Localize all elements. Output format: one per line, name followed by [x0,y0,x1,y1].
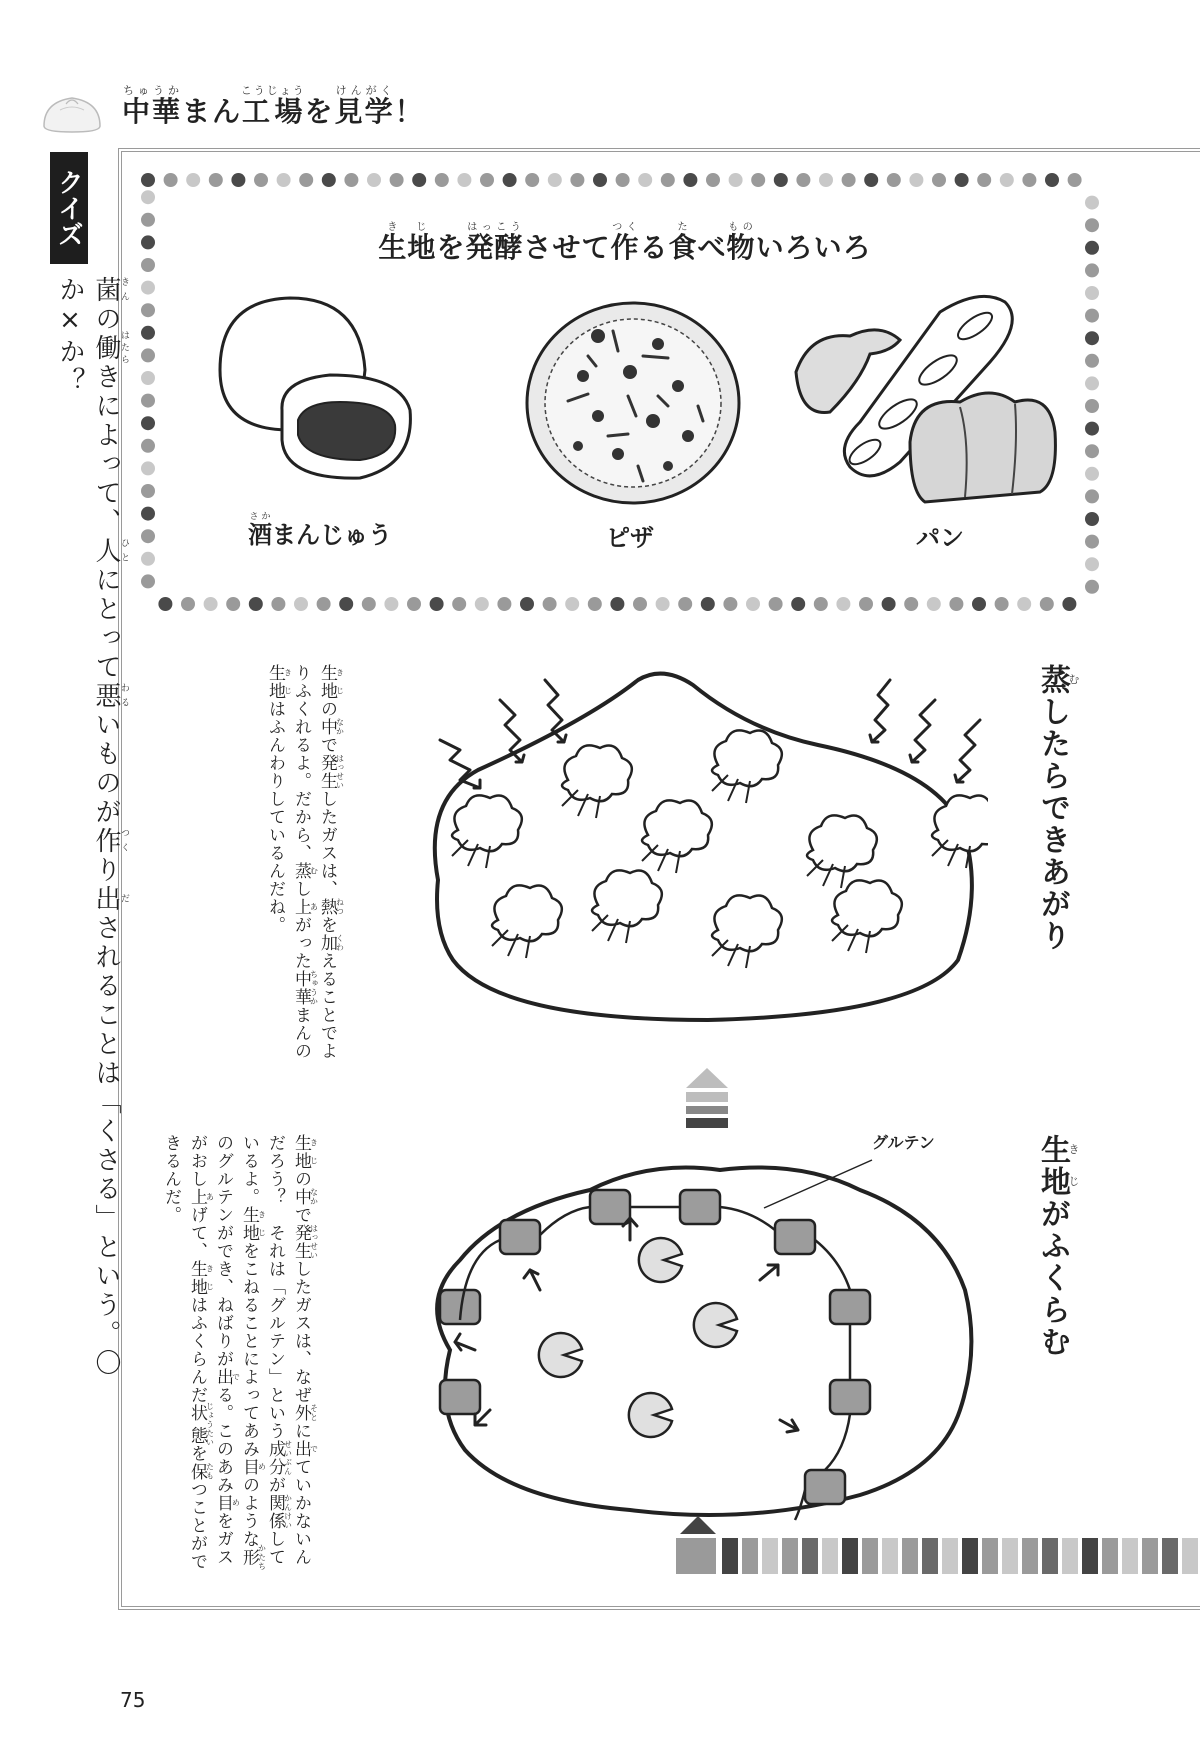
border-dot [1085,467,1099,481]
border-dot [271,597,285,611]
border-dot [497,597,511,611]
border-dot [1022,173,1036,187]
border-dot [588,597,602,611]
border-dot [1062,597,1076,611]
border-dot [181,597,195,611]
border-dot [909,173,923,187]
border-dot [746,597,760,611]
border-dot [864,173,878,187]
border-dot [141,416,155,430]
progress-cell [1062,1538,1078,1574]
progress-cell [1102,1538,1118,1574]
border-dot [158,597,172,611]
border-dot [927,597,941,611]
progress-cell [782,1538,798,1574]
progress-cell [1162,1538,1178,1574]
border-dot [1045,173,1059,187]
border-dot [1085,376,1099,390]
border-dot [141,326,155,340]
border-dot [141,173,155,187]
border-dot [1068,173,1082,187]
border-dot [226,597,240,611]
border-dot [814,597,828,611]
border-dot [254,173,268,187]
border-dot [231,173,245,187]
food-label-sake-manju: 酒さかまんじゅう [248,512,392,549]
border-dot [638,173,652,187]
border-dot [141,439,155,453]
border-dot [1000,173,1014,187]
border-dot [548,173,562,187]
border-dot [1017,597,1031,611]
progress-cell [962,1538,978,1574]
border-dot [543,597,557,611]
border-dot [1085,399,1099,413]
progress-cell [1122,1538,1138,1574]
steamed-bun-icon [40,92,104,136]
progress-marker [680,1516,716,1534]
gluten-block [590,1190,630,1224]
border-dot [430,597,444,611]
border-dot [390,173,404,187]
border-dot [141,574,155,588]
border-dot [141,303,155,317]
border-dot [633,597,647,611]
border-dot [882,597,896,611]
border-dot [1085,512,1099,526]
border-dot [164,173,178,187]
border-dot [723,597,737,611]
border-dot [322,173,336,187]
progress-cell [722,1538,738,1574]
border-dot [678,597,692,611]
gluten-block [680,1190,720,1224]
border-dot [1085,331,1099,345]
border-dot [294,597,308,611]
border-dot [1040,597,1054,611]
gluten-block [830,1380,870,1414]
border-dot [367,173,381,187]
border-dot [141,371,155,385]
border-dot [412,173,426,187]
border-dot [525,173,539,187]
border-dot [249,597,263,611]
gluten-block [805,1470,845,1504]
border-dot [972,597,986,611]
gluten-block [500,1220,540,1254]
border-dot [1085,286,1099,300]
rising-dough-illustration [420,1150,980,1530]
border-dot [520,597,534,611]
progress-cell [982,1538,998,1574]
border-dot [859,597,873,611]
border-dot [570,173,584,187]
progress-cell [802,1538,818,1574]
border-dot [751,173,765,187]
border-dot [701,597,715,611]
border-dot [706,173,720,187]
border-dot [435,173,449,187]
border-dot [616,173,630,187]
border-dot [683,173,697,187]
border-dot [593,173,607,187]
border-dot [475,597,489,611]
border-dot [457,173,471,187]
border-dot [186,173,200,187]
border-dot [503,173,517,187]
border-dot [141,507,155,521]
border-dot [949,597,963,611]
progress-cell [922,1538,938,1574]
foods-box-title: 生地きじを発酵はっこうさせて作つくる食たべ物ものいろいろ [378,222,872,264]
progress-cell [842,1538,858,1574]
border-dot [729,173,743,187]
progress-cell [942,1538,958,1574]
border-dot [932,173,946,187]
border-dot [1085,422,1099,436]
border-dot [384,597,398,611]
progress-cell [762,1538,778,1574]
steamed-section-title: 蒸むしたらできあがり [1035,664,1080,952]
progress-cell [1022,1538,1038,1574]
border-dot [209,173,223,187]
quiz-question: 菌きんの働はたらきによって、人ひとにとって悪わるいものが作つくり出だされることは「くさる」という。〇か×か？ [55,276,129,1378]
sake-manju-icon [210,290,440,510]
gluten-block [775,1220,815,1254]
border-dot [842,173,856,187]
border-dot [141,394,155,408]
food-label-pizza: ピザ [606,524,654,552]
border-dot [299,173,313,187]
border-dot [904,597,918,611]
border-dot [317,597,331,611]
border-dot [480,173,494,187]
border-dot [1085,309,1099,323]
border-dot [407,597,421,611]
border-dot [344,173,358,187]
food-label-bread: パン [916,524,964,552]
progress-cell-current [676,1538,716,1574]
border-dot [661,173,675,187]
border-dot [887,173,901,187]
border-dot [204,597,218,611]
quiz-badge: クイズ [50,152,88,264]
border-dot [1085,354,1099,368]
border-dot [452,597,466,611]
border-dot [610,597,624,611]
border-dot [1085,535,1099,549]
progress-strip [676,1512,1200,1592]
progress-cell [862,1538,878,1574]
border-dot [141,461,155,475]
progress-cell [902,1538,918,1574]
border-dot [1085,580,1099,594]
progress-cell [1142,1538,1158,1574]
border-dot [141,484,155,498]
progress-cell [1182,1538,1198,1574]
progress-cell [1082,1538,1098,1574]
gluten-label: グルテン [872,1133,935,1152]
border-dot [769,597,783,611]
pizza-icon [518,296,748,510]
progress-cell [1042,1538,1058,1574]
up-arrow-icon [682,1064,732,1130]
steamed-section-body: 生地きじの中なかで発生はっせいしたガスは、熱ねつを加くわえることでよりふくれるよ。だから、蒸むし上あがった中華ちゅうかまんの生地きじはふんわりしているんだね。 [265,664,345,1060]
border-dot [141,552,155,566]
progress-cell [742,1538,758,1574]
border-dot [977,173,991,187]
rising-section-body: 生地きじの中なかで発生はっせいしたガスは、なぜ外そとに出でていかないんだろう？ それは「グルテン」という成分せいぶんが関係かんけいしているよ。生地きじをこねることによってあみ目めのような形かたちのグルテンができ、ねばりが出でる。このあみ目めをガスがおし上あげて、生地きじはふくらんだ状態じょうたいを保たもつことができるんだ。 [161,1134,319,1571]
border-dot [796,173,810,187]
border-dot [339,597,353,611]
border-dot [1085,444,1099,458]
progress-cell [822,1538,838,1574]
rising-section-title: 生き地じがふくらむ [1035,1134,1080,1358]
border-dot [277,173,291,187]
heat-arrows-icon [430,670,990,800]
border-dot [819,173,833,187]
gluten-block [440,1380,480,1414]
border-dot [656,597,670,611]
page-number: 75 [120,1688,146,1712]
bread-icon [790,292,1070,512]
gluten-block [830,1290,870,1324]
border-dot [141,281,155,295]
border-dot [774,173,788,187]
border-dot [565,597,579,611]
border-dot [791,597,805,611]
progress-cell [882,1538,898,1574]
border-dot [362,597,376,611]
border-dot [995,597,1009,611]
border-dot [1085,557,1099,571]
border-dot [1085,196,1099,210]
border-dot [141,348,155,362]
border-dot [955,173,969,187]
progress-cell [1002,1538,1018,1574]
border-dot [141,529,155,543]
border-dot [141,190,155,204]
border-dot [1085,489,1099,503]
border-dot [836,597,850,611]
page-title: 中華ちゅうかまん工場こうじょうを見学けんがく！ [122,84,425,128]
